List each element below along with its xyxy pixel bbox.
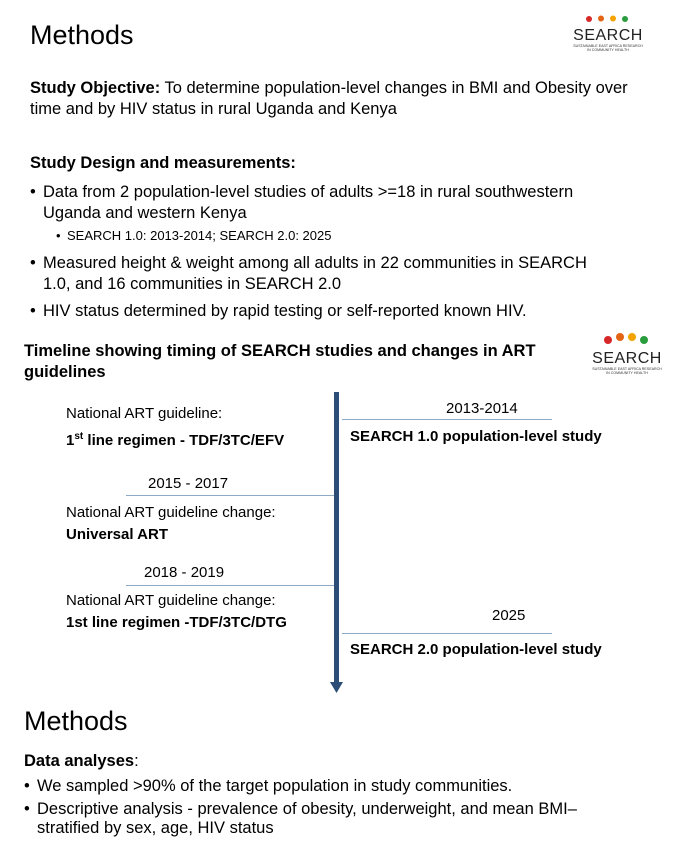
- search-logo-2: [590, 332, 664, 375]
- timeline-heading: Timeline showing timing of SEARCH studies and changes in ART guidelines: [24, 342, 536, 381]
- timeline-connector: [126, 495, 334, 496]
- list-item: [24, 776, 644, 797]
- timeline-connector: [126, 585, 334, 586]
- analyses-label: Data analyses: [24, 752, 135, 770]
- logo-tagline-1: SUSTAINABLE EAST AFRICA RESEARCH: [573, 44, 643, 48]
- people-logo-icon: [590, 332, 664, 346]
- bullet-text: Descriptive analysis - prevalence of obesity, underweight, and mean BMI– stratified by sex, age, HIV status: [37, 800, 577, 837]
- timeline-left-label-1: National ART guideline:: [66, 405, 223, 422]
- logo-tagline-1: SUSTAINABLE EAST AFRICA RESEARCH: [592, 367, 662, 371]
- bullet-icon: •: [24, 777, 30, 795]
- detail-rest: line regimen - TDF/3TC/EFV: [83, 432, 285, 449]
- logo-word: SEARCH: [573, 27, 643, 44]
- objective-label: Study Objective:: [30, 79, 161, 97]
- timeline-left-detail-1: [66, 427, 284, 451]
- bullet-icon: •: [56, 228, 61, 243]
- search-logo: [571, 10, 645, 52]
- sub-bullet-text: SEARCH 1.0: 2013-2014; SEARCH 2.0: 2025: [67, 228, 332, 243]
- logo-word: SEARCH: [592, 350, 662, 367]
- logo-tagline-2: IN COMMUNITY HEALTH: [587, 48, 629, 52]
- timeline-left-detail-3: 1st line regimen -TDF/3TC/DTG: [66, 614, 287, 631]
- timeline-right-year-2: 2025: [492, 607, 526, 624]
- bullet-icon: •: [30, 302, 36, 320]
- study-objective: [30, 78, 640, 120]
- detail-sup: st: [74, 431, 84, 442]
- timeline-connector: [342, 419, 552, 420]
- design-heading: Study Design and measurements:: [30, 154, 296, 172]
- bullet-text: We sampled >90% of the target population in study communities.: [37, 777, 513, 795]
- timeline-right-detail-2: SEARCH 2.0 population-level study: [350, 641, 602, 658]
- detail-prefix: 1: [66, 432, 75, 449]
- list-item: [24, 800, 584, 838]
- timeline-left-label-2: National ART guideline change:: [66, 504, 276, 521]
- timeline-right-year-1: 2013-2014: [446, 400, 518, 417]
- timeline-left-label-3: National ART guideline change:: [66, 592, 276, 609]
- people-logo-icon: [571, 15, 645, 23]
- list-item: [30, 182, 590, 224]
- timeline-left-year-2: 2015 - 2017: [148, 475, 229, 492]
- bullet-text: Data from 2 population-level studies of adults >=18 in rural southwestern Uganda and western Kenya: [43, 183, 574, 222]
- objective-text: To determine population-level changes in BMI and Obesity over time and by HIV status in rural Uganda and Kenya: [30, 79, 628, 118]
- list-item: [30, 253, 610, 295]
- analyses-heading: [24, 751, 139, 772]
- bullet-icon: •: [30, 183, 36, 201]
- bullet-text: HIV status determined by rapid testing or self-reported known HIV.: [43, 302, 527, 320]
- bullet-icon: •: [30, 254, 36, 272]
- slide2-title: Methods: [24, 706, 128, 736]
- slide1-title: Methods: [30, 20, 134, 50]
- timeline-arrow: [329, 392, 345, 694]
- timeline-connector: [342, 633, 552, 634]
- bullet-icon: •: [24, 800, 30, 818]
- timeline-left-year-3: 2018 - 2019: [144, 564, 225, 581]
- sub-list-item: [56, 228, 331, 244]
- logo-tagline-2: IN COMMUNITY HEALTH: [606, 371, 648, 375]
- timeline-right-detail-1: SEARCH 1.0 population-level study: [350, 428, 602, 445]
- analyses-colon: :: [134, 752, 139, 770]
- timeline-left-detail-2: Universal ART: [66, 526, 168, 543]
- bullet-text: Measured height & weight among all adults in 22 communities in SEARCH 1.0, and 16 communities in SEARCH 2.0: [43, 254, 587, 293]
- list-item: [30, 301, 650, 322]
